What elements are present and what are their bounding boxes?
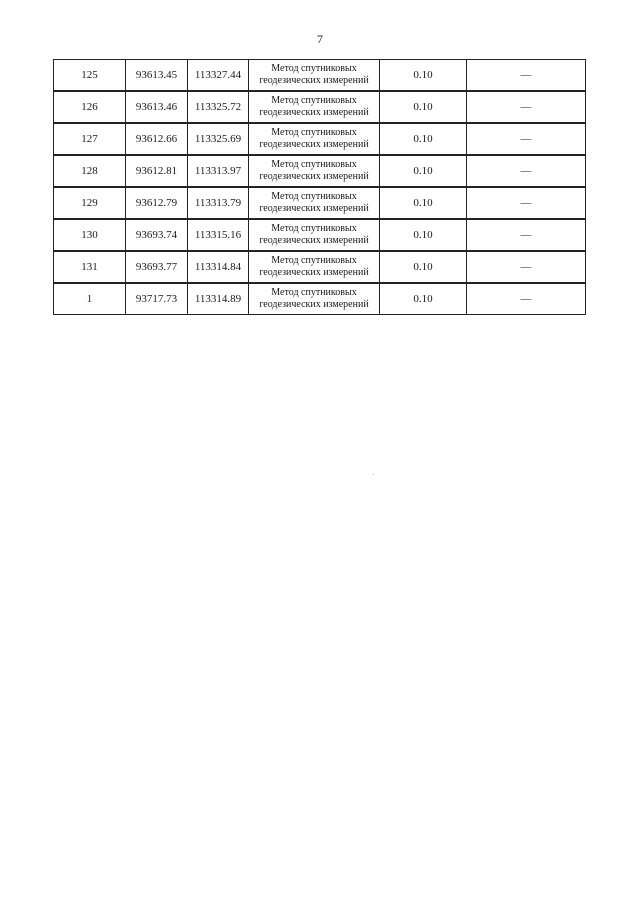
accuracy-cell: 0.10 [380,187,467,219]
coordinates-table [53,59,586,315]
method-cell [249,283,380,315]
method-line-2: геодезических измерений [259,299,369,310]
accuracy-cell: 0.10 [380,155,467,187]
y-coordinate-cell: 113313.79 [188,187,249,219]
x-coordinate-cell: 93613.45 [126,60,188,92]
point-number-cell: 1 [54,283,126,315]
y-coordinate-cell: 113314.84 [188,251,249,283]
method-line-1: Метод спутниковых [271,63,357,74]
y-coordinate-cell: 113313.97 [188,155,249,187]
accuracy-cell: 0.10 [380,123,467,155]
table-row [54,219,586,251]
scan-speck [373,474,374,475]
note-cell: — [467,155,586,187]
note-cell: — [467,91,586,123]
method-cell [249,155,380,187]
note-cell: — [467,283,586,315]
table-row [54,123,586,155]
point-number-cell: 127 [54,123,126,155]
y-coordinate-cell: 113314.89 [188,283,249,315]
table-row [54,187,586,219]
table-row [54,155,586,187]
y-coordinate-cell: 113327.44 [188,60,249,92]
x-coordinate-cell: 93717.73 [126,283,188,315]
accuracy-cell: 0.10 [380,251,467,283]
table-row [54,251,586,283]
point-number-cell: 129 [54,187,126,219]
y-coordinate-cell: 113325.72 [188,91,249,123]
method-cell [249,60,380,92]
method-line-2: геодезических измерений [259,107,369,118]
method-line-2: геодезических измерений [259,203,369,214]
table-row [54,91,586,123]
page-number: 7 [317,32,323,46]
x-coordinate-cell: 93693.77 [126,251,188,283]
note-cell: — [467,219,586,251]
method-line-1: Метод спутниковых [271,191,357,202]
method-line-2: геодезических измерений [259,139,369,150]
y-coordinate-cell: 113315.16 [188,219,249,251]
note-cell: — [467,187,586,219]
note-cell: — [467,60,586,92]
method-line-1: Метод спутниковых [271,287,357,298]
method-cell [249,219,380,251]
method-line-1: Метод спутниковых [271,223,357,234]
x-coordinate-cell: 93612.66 [126,123,188,155]
accuracy-cell: 0.10 [380,219,467,251]
x-coordinate-cell: 93613.46 [126,91,188,123]
accuracy-cell: 0.10 [380,91,467,123]
y-coordinate-cell: 113325.69 [188,123,249,155]
method-line-1: Метод спутниковых [271,159,357,170]
method-cell [249,91,380,123]
method-line-1: Метод спутниковых [271,255,357,266]
note-cell: — [467,123,586,155]
point-number-cell: 128 [54,155,126,187]
method-cell [249,251,380,283]
point-number-cell: 131 [54,251,126,283]
x-coordinate-cell: 93612.81 [126,155,188,187]
method-line-2: геодезических измерений [259,171,369,182]
method-line-2: геодезических измерений [259,235,369,246]
method-line-2: геодезических измерений [259,75,369,86]
method-line-1: Метод спутниковых [271,95,357,106]
point-number-cell: 125 [54,60,126,92]
point-number-cell: 130 [54,219,126,251]
x-coordinate-cell: 93612.79 [126,187,188,219]
table-row [54,60,586,92]
method-line-1: Метод спутниковых [271,127,357,138]
table-row [54,283,586,315]
point-number-cell: 126 [54,91,126,123]
x-coordinate-cell: 93693.74 [126,219,188,251]
method-cell [249,123,380,155]
note-cell: — [467,251,586,283]
method-line-2: геодезических измерений [259,267,369,278]
method-cell [249,187,380,219]
coordinates-table-body [54,60,586,315]
accuracy-cell: 0.10 [380,60,467,92]
accuracy-cell: 0.10 [380,283,467,315]
